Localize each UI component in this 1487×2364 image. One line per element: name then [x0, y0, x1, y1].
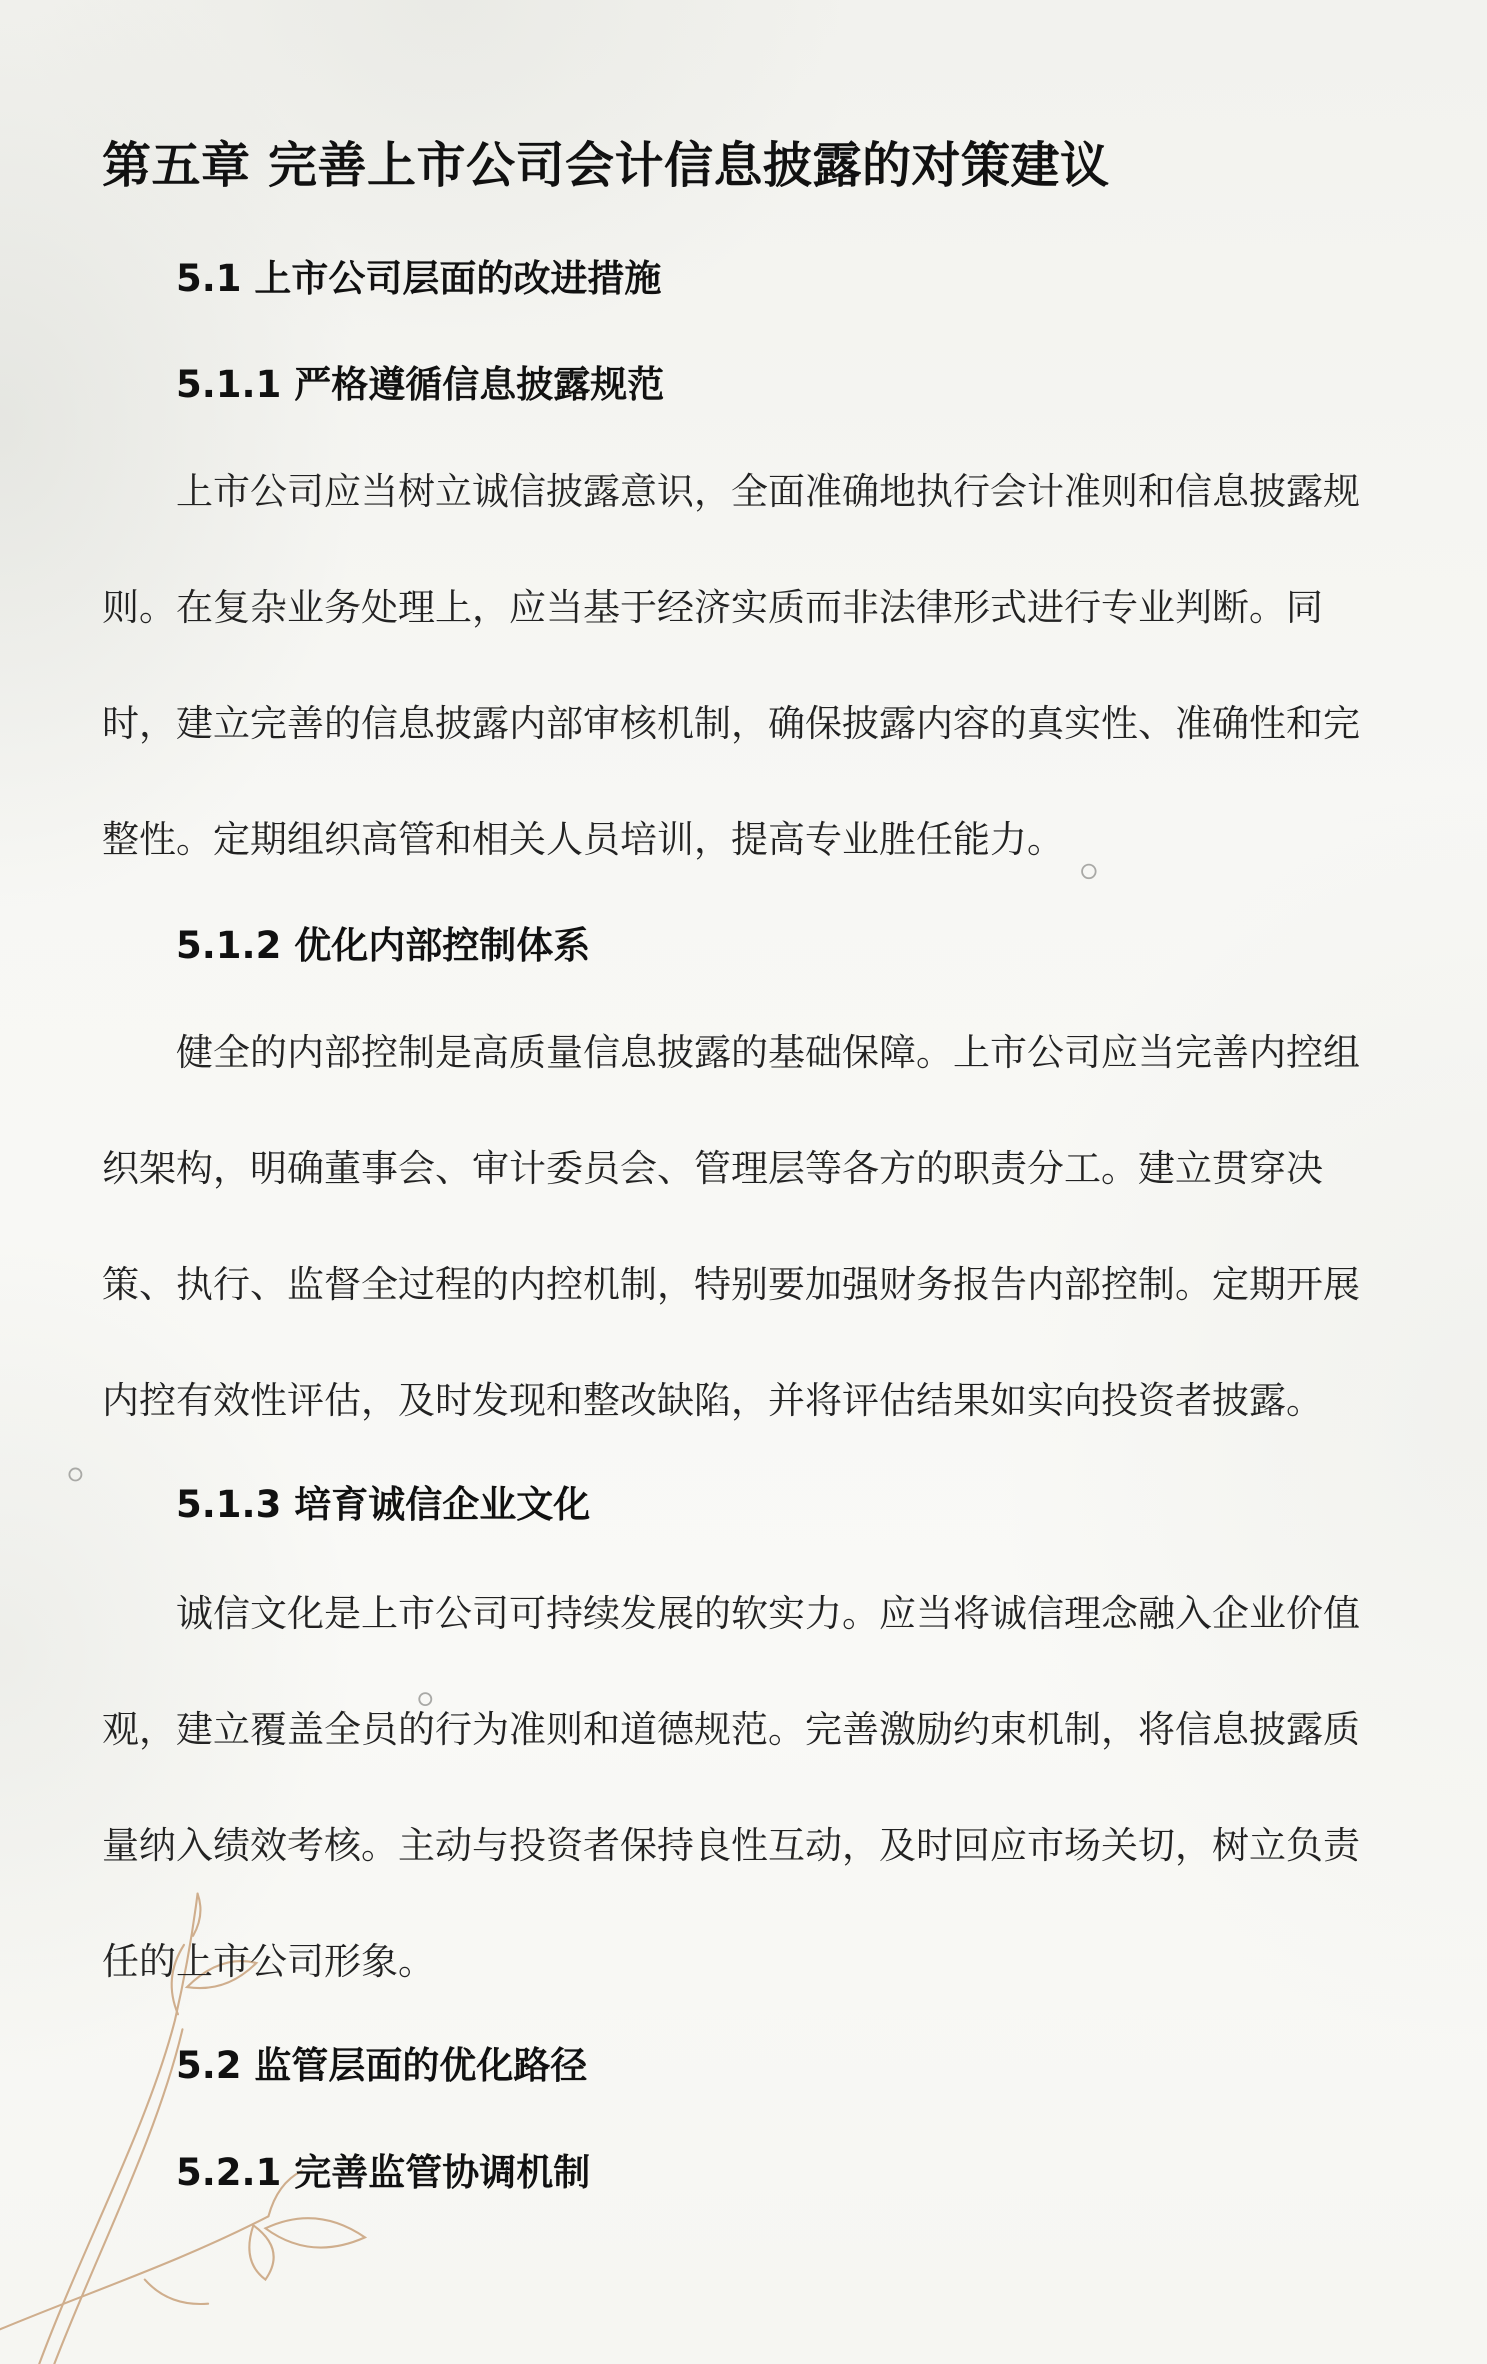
subsection-heading: 5.1.1 严格遵循信息披露规范: [176, 363, 665, 406]
plant-stem: [0, 2216, 268, 2329]
paragraph-line: 织架构，明确董事会、审计委员会、管理层等各方的职责分工。建立贯穿决: [102, 1147, 1323, 1190]
paragraph-line: 内控有效性评估，及时发现和整改缺陷，并将评估结果如实向投资者披露。: [102, 1379, 1323, 1422]
paragraph-line: 策、执行、监督全过程的内控机制，特别要加强财务报告内部控制。定期开展: [102, 1263, 1360, 1306]
paragraph-line: 整性。定期组织高管和相关人员培训，提高专业胜任能力。: [102, 818, 1064, 861]
paragraph-line: 观，建立覆盖全员的行为准则和道德规范。完善激励约束机制，将信息披露质: [102, 1708, 1360, 1751]
paragraph-line: 任的上市公司形象。: [102, 1940, 435, 1983]
decorative-dot: [69, 1468, 81, 1480]
paragraph-line: 健全的内部控制是高质量信息披露的基础保障。上市公司应当完善内控组: [176, 1031, 1360, 1074]
subsection-heading: 5.1.3 培育诚信企业文化: [176, 1483, 591, 1526]
paragraph-line: 量纳入绩效考核。主动与投资者保持良性互动，及时回应市场关切，树立负责: [102, 1824, 1360, 1867]
section-heading: 5.2 监管层面的优化路径: [176, 2044, 588, 2087]
subsection-heading: 5.2.1 完善监管协调机制: [176, 2151, 591, 2194]
paragraph: [102, 995, 1392, 1459]
leaf: [265, 2218, 365, 2247]
paragraph-line: 上市公司应当树立诚信披露意识，全面准确地执行会计准则和信息披露规: [176, 470, 1360, 513]
paragraph: [102, 1556, 1392, 2020]
leaf: [145, 2280, 208, 2304]
subsection-heading: 5.1.2 优化内部控制体系: [176, 924, 591, 967]
paragraph-line: 诚信文化是上市公司可持续发展的软实力。应当将诚信理念融入企业价值: [176, 1592, 1360, 1635]
paragraph-line: 时，建立完善的信息披露内部审核机制，确保披露内容的真实性、准确性和完: [102, 702, 1360, 745]
plant-stem: [54, 2029, 182, 2364]
leaf: [249, 2225, 273, 2279]
paragraph: [102, 434, 1392, 898]
chapter-title: 第五章 完善上市公司会计信息披露的对策建议: [102, 137, 1110, 194]
section-heading: 5.1 上市公司层面的改进措施: [176, 257, 662, 300]
paragraph-line: 则。在复杂业务处理上，应当基于经济实质而非法律形式进行专业判断。同: [102, 586, 1323, 629]
